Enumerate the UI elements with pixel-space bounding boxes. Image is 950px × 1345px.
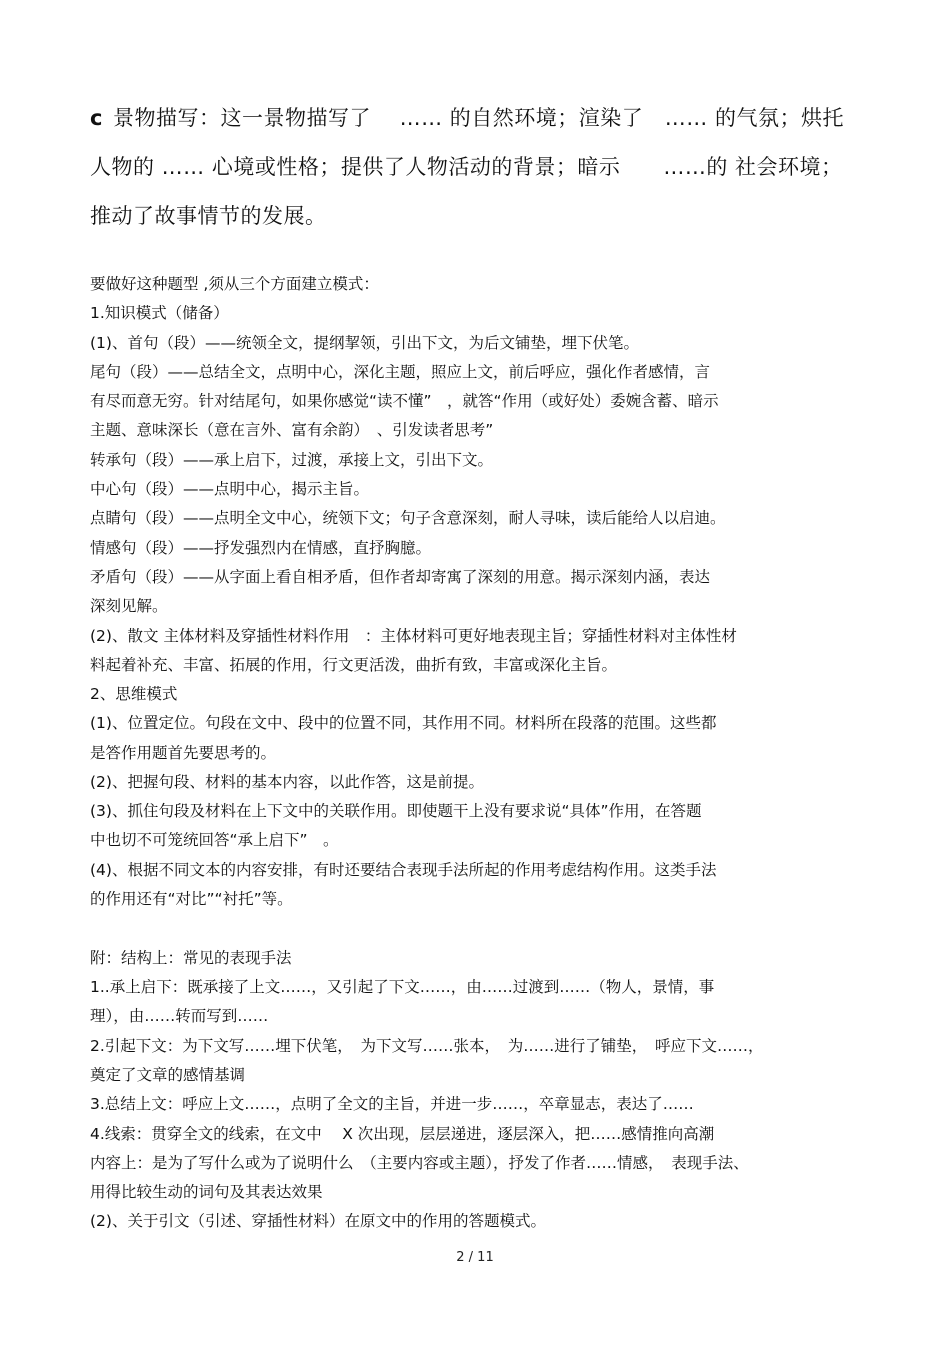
text-line: 点睛句（段）——点明全文中心，统领下文；句子含意深刻，耐人寻味，读后能给人以启迪。 (90, 509, 726, 527)
text-line: 3.总结上文：呼应上文……，点明了全文的主旨，并进一步……，卒章显志，表达了…… (90, 1095, 694, 1113)
appendix-heading: 附：结构上：常见的表现手法 (90, 949, 292, 967)
intro-line-1-text: 景物描写：这一景物描写了 …… 的自然环境；渲染了 …… 的气氛；烘托 (112, 106, 844, 130)
section-heading-knowledge-mode: 1.知识模式（储备） (90, 304, 229, 322)
text-line: (2)、把握句段、材料的基本内容，以此作答，这是前提。 (90, 773, 484, 791)
text-line: 主题、意味深长（意在言外、富有余韵） 、引发读者思考” (90, 421, 494, 439)
text-line: 内容上：是为了写什么或为了说明什么 （主要内容或主题），抒发了作者……情感， 表现手法、 (90, 1154, 749, 1172)
page-number: 2 / 11 (456, 1250, 494, 1265)
intro-lead-letter: c (90, 106, 103, 130)
text-line: 中也切不可笼统回答“承上启下” 。 (90, 831, 339, 849)
intro-line-2: 人物的 …… 心境或性格；提供了人物活动的背景；暗示 ……的 社会环境； (90, 155, 843, 179)
text-line: 中心句（段）——点明中心，揭示主旨。 (90, 480, 370, 498)
text-line: 转承句（段）——承上启下，过渡，承接上文，引出下文。 (90, 451, 494, 469)
intro-line-1 (90, 108, 844, 129)
text-line: 要做好这种题型 ,须从三个方面建立模式： (90, 275, 379, 293)
text-line: (1)、首句（段）——统领全文，提纲挈领，引出下文，为后文铺垫，埋下伏笔。 (90, 334, 639, 352)
intro-line-3: 推动了故事情节的发展。 (90, 204, 327, 228)
text-line: (2)、散文 主体材料及穿插性材料作用 ：主体材料可更好地表现主旨；穿插性材料对主体性材 (90, 627, 737, 645)
text-line: 有尽而意无穷。针对结尾句，如果你感觉“读不懂” ，就答“作用（或好处）委婉含蓄、暗示 (90, 392, 719, 410)
text-line: 1..承上启下：既承接了上文……，又引起了下文……，由……过渡到……（物人，景情，事 (90, 978, 715, 996)
text-line: 是答作用题首先要思考的。 (90, 744, 277, 762)
text-line: 尾句（段）——总结全文，点明中心，深化主题，照应上文，前后呼应，强化作者感情，言 (90, 363, 711, 381)
text-line: 奠定了文章的感情基调 (90, 1066, 246, 1084)
text-line: 料起着补充、丰富、拓展的作用，行文更活泼，曲折有致，丰富或深化主旨。 (90, 656, 618, 674)
text-line: (3)、抓住句段及材料在上下文中的关联作用。即使题干上没有要求说“具体”作用，在答题 (90, 802, 702, 820)
text-line: (1)、位置定位。句段在文中、段中的位置不同，其作用不同。材料所在段落的范围。这些都 (90, 714, 717, 732)
text-line: 的作用还有“对比”“衬托”等。 (90, 890, 293, 908)
text-line: 情感句（段）——抒发强烈内在情感，直抒胸臆。 (90, 539, 432, 557)
text-line: (4)、根据不同文本的内容安排，有时还要结合表现手法所起的作用考虑结构作用。这类手法 (90, 861, 717, 879)
text-line: 4.线索：贯穿全文的线索，在文中 X 次出现，层层递进，逐层深入，把……感情推向高潮 (90, 1125, 715, 1143)
text-line: (2)、关于引文（引述、穿插性材料）在原文中的作用的答题模式。 (90, 1212, 546, 1230)
text-line: 深刻见解。 (90, 597, 168, 615)
text-line: 理），由……转而写到…… (90, 1007, 269, 1025)
text-line: 2.引起下文：为下文写……埋下伏笔， 为下文写……张本， 为……进行了铺垫， 呼应下文……， (90, 1037, 764, 1055)
text-line: 用得比较生动的词句及其表达效果 (90, 1183, 323, 1201)
text-line: 矛盾句（段）——从字面上看自相矛盾，但作者却寄寓了深刻的用意。揭示深刻内涵，表达 (90, 568, 711, 586)
section-heading-thinking-mode: 2、思维模式 (90, 685, 178, 703)
